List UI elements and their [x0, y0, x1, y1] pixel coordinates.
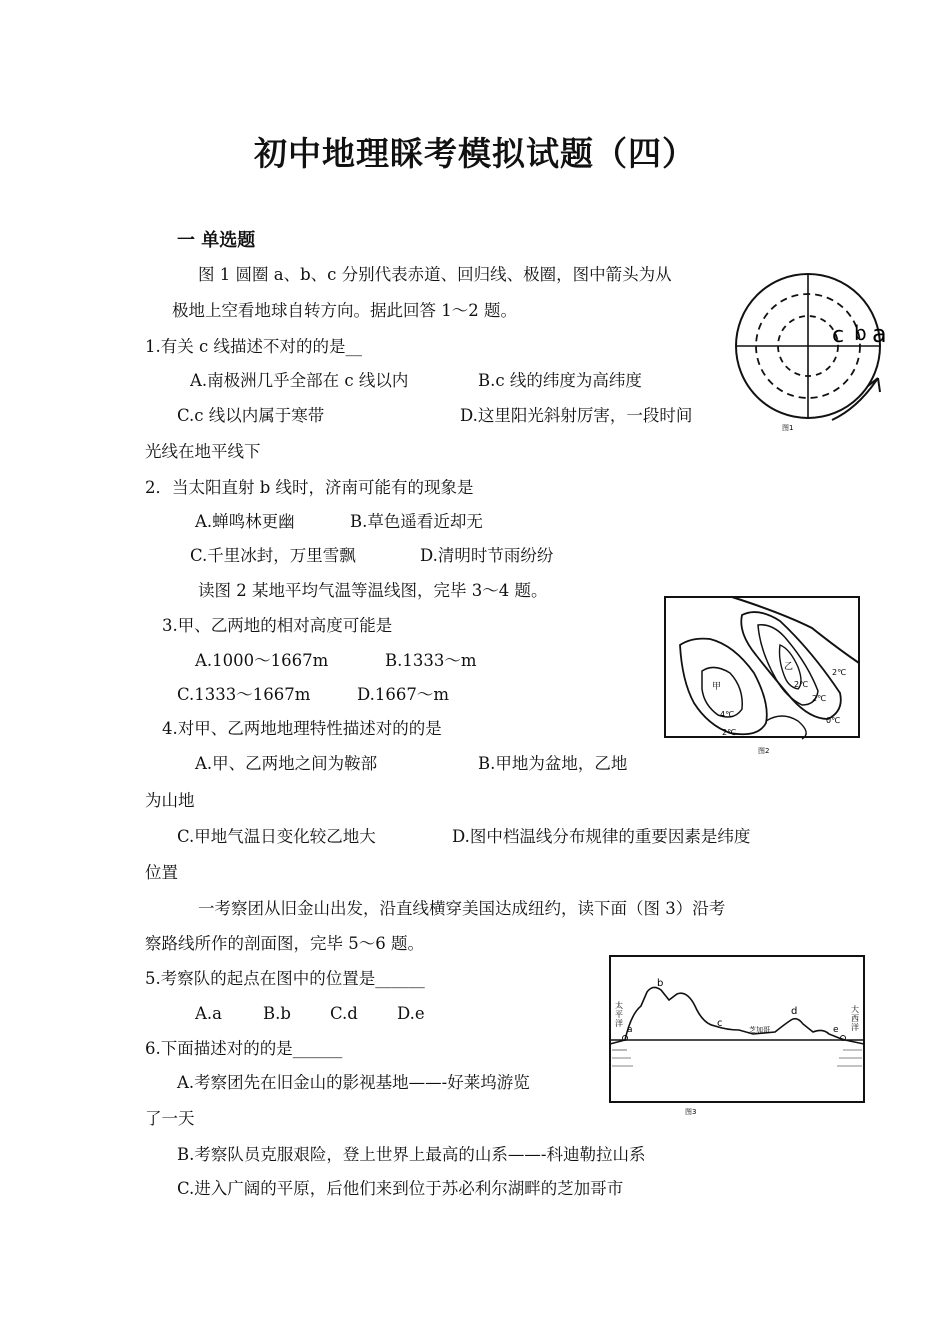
svg-text:洋: 洋 [851, 1023, 859, 1032]
q3-option-b: B.1333～m [385, 651, 477, 670]
point-b: b [657, 978, 664, 989]
label-b: b [854, 321, 867, 345]
point-d: d [791, 1006, 798, 1017]
point-c: c [717, 1018, 723, 1029]
q4-option-d-cont: 位置 [145, 863, 178, 882]
point-e: e [833, 1025, 839, 1035]
q5-option-d: D.e [397, 1004, 425, 1023]
svg-text:2℃: 2℃ [832, 668, 847, 677]
q6-option-c: C.进入广阔的平原，后他们来到位于苏必利尔湖畔的芝加哥市 [177, 1179, 624, 1198]
svg-text:2℃: 2℃ [722, 728, 737, 737]
q3-option-d: D.1667～m [357, 685, 450, 704]
q5-option-c: C.d [330, 1004, 358, 1023]
intro1-line2: 极地上空看地球自转方向。据此回答 1～2 题。 [172, 301, 517, 320]
figure-3-profile [607, 954, 867, 1120]
fig1-caption: 图1 [782, 424, 794, 432]
point-a: a [627, 1025, 633, 1035]
q1-option-b: B.c 线的纬度为高纬度 [478, 371, 642, 390]
q4-option-c: C.甲地气温日变化较乙地大 [177, 827, 376, 846]
q2-option-a: A.蝉鸣林更幽 [195, 512, 295, 531]
q1-option-a: A.南极洲几乎全部在 c 线以内 [190, 371, 409, 390]
intro2: 读图 2 某地平均气温等温线图，完毕 3～4 题。 [198, 581, 548, 600]
q6-option-a: A.考察团先在旧金山的影视基地——-好莱坞游览 [177, 1073, 530, 1092]
intro3-line1: 一考察团从旧金山出发，沿直线横穿美国达成纽约，读下面（图 3）沿考 [198, 899, 726, 918]
figure-2-isotherm-map [662, 593, 862, 759]
page-title: 初中地理睬考模拟试题（四） [254, 134, 696, 173]
svg-text:西: 西 [851, 1014, 859, 1023]
q4-option-a: A.甲、乙两地之间为鞍部 [195, 754, 378, 773]
q3-option-c: C.1333～1667m [177, 685, 311, 704]
terrain-profile [610, 987, 864, 1044]
intro1-line1: 图 1 圆圈 a、b、c 分别代表赤道、回归线、极圈，图中箭头为从 [198, 265, 672, 284]
label-c: c [832, 323, 845, 348]
q2-option-c: C.千里冰封，万里雪飘 [190, 546, 356, 565]
figure-1-polar-circles [728, 268, 898, 436]
svg-text:洋: 洋 [615, 1019, 623, 1028]
svg-text:大: 大 [851, 1005, 859, 1014]
q2-stem: 2．当太阳直射 b 线时，济南可能有的现象是 [145, 478, 474, 497]
intro3-line2: 察路线所作的剖面图，完毕 5～6 题。 [145, 934, 424, 953]
fig2-caption: 图2 [758, 747, 770, 755]
svg-text:太: 太 [615, 1001, 623, 1010]
q6-stem: 6.下面描述对的的是______ [145, 1039, 343, 1058]
q4-stem: 4.对甲、乙两地地理特性描述对的的是 [162, 719, 442, 738]
label-a: a [872, 320, 887, 348]
q1-stem: 1.有关 c 线描述不对的的是__ [145, 337, 362, 356]
q1-option-d: D.这里阳光斜射厉害，一段时间 [460, 406, 693, 425]
svg-text:2℃: 2℃ [812, 694, 827, 703]
svg-text:2℃: 2℃ [794, 680, 809, 689]
q6-option-b: B.考察队员克服艰险，登上世界上最高的山系——-科迪勒拉山系 [177, 1145, 646, 1164]
q2-option-b: B.草色遥看近却无 [350, 512, 483, 531]
q2-option-d: D.清明时节雨纷纷 [420, 546, 554, 565]
q6-option-a-cont: 了一天 [145, 1109, 195, 1128]
q5-stem: 5.考察队的起点在图中的位置是______ [145, 969, 425, 988]
label-jia: 甲 [712, 682, 722, 692]
q4-option-d: D.图中档温线分布规律的重要因素是纬度 [452, 827, 751, 846]
q4-option-b-cont: 为山地 [145, 791, 195, 810]
q5-option-b: B.b [263, 1004, 291, 1023]
label-chicago: 芝加哥 [749, 1026, 770, 1034]
q1-option-d-cont: 光线在地平线下 [145, 442, 261, 461]
q5-option-a: A.a [195, 1004, 222, 1023]
svg-text:平: 平 [615, 1010, 623, 1019]
section-heading: 一 单选题 [177, 230, 256, 251]
label-yi: 乙 [784, 662, 794, 672]
svg-text:0℃: 0℃ [826, 716, 841, 725]
q3-stem: 3.甲、乙两地的相对高度可能是 [162, 616, 393, 635]
svg-text:4℃: 4℃ [720, 710, 735, 719]
q1-option-c: C.c 线以内属于寒带 [177, 406, 325, 425]
q4-option-b: B.甲地为盆地，乙地 [478, 754, 628, 773]
q3-option-a: A.1000～1667m [195, 651, 329, 670]
fig3-caption: 图3 [685, 1108, 697, 1116]
